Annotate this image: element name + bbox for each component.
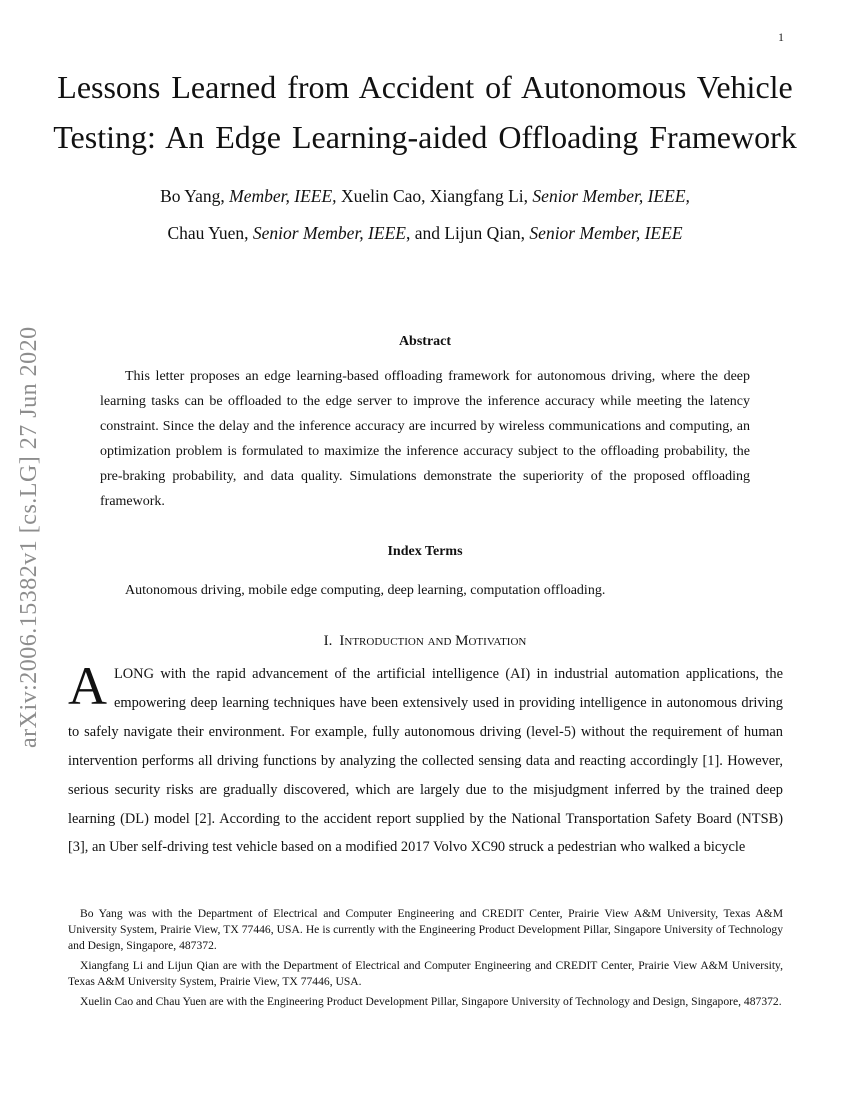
index-terms-text: Autonomous driving, mobile edge computing, deep learning, computation offloading. <box>125 583 606 598</box>
paper-title-line2: Testing: An Edge Learning-aided Offloading Framework <box>53 119 797 155</box>
author-membership: Senior Member, IEEE <box>252 223 406 243</box>
footnote-block <box>68 906 783 1014</box>
section-1-heading <box>25 633 825 650</box>
section-1-number: I. <box>323 633 333 649</box>
index-terms-heading: Index Terms <box>387 544 463 559</box>
footnote-author-2: Xiangfang Li and Lijun Qian are with the Department of Electrical and Computer Engineering and CREDIT Center, Prairie View A&M University, Texas A&M University System, Prairie View, TX 77446, USA. <box>68 959 783 988</box>
author-membership: Senior Member, IEEE, <box>532 186 690 206</box>
author-names: Bo Yang, <box>160 186 230 206</box>
abstract-heading: Abstract <box>398 334 452 349</box>
paper-title <box>25 62 825 162</box>
author-membership: Senior Member, IEEE <box>529 223 683 243</box>
author-list <box>25 178 825 252</box>
author-line-2 <box>25 215 825 252</box>
introduction-text: LONG with the rapid advancement of the artificial intelligence (AI) in industrial automation applications, the empowering deep learning techniques have been extensively used in providing intelligence in autonomous driving to safely navigate their environment. For example, fully autonomous driving (level-5) without the requirement of human intervention performs all driving functions by analyzing the collected sensing data and reacting accordingly [1]. However, serious security risks are gradually discovered, which are largely due to the misjudgment inferred by the trained deep learning (DL) model [2]. According to the accident report supplied by the National Transportation Safety Board (NTSB) [3], an Uber self-driving test vehicle based on a modified 2017 Volvo XC90 struck a pedestrian who walked a bicycle <box>68 666 783 856</box>
author-names: Xuelin Cao, Xiangfang Li, <box>336 186 533 206</box>
author-names: Chau Yuen, <box>167 223 253 243</box>
author-names: , and Lijun Qian, <box>405 223 530 243</box>
page-number: 1 <box>778 30 784 44</box>
footnote-author-1: Bo Yang was with the Department of Electrical and Computer Engineering and CREDIT Center, Prairie View A&M University, Texas A&M University System, Prairie View, TX 77446, USA. He is currently with the Engineering Product Development Pillar, Singapore University of Technology and Design, Singapore, 487372. <box>68 907 783 952</box>
introduction-paragraph <box>68 656 783 862</box>
section-1-title: Introduction and Motivation <box>339 633 527 649</box>
paper-title-line1: Lessons Learned from Accident of Autonomous Vehicle <box>57 69 793 105</box>
arxiv-watermark: arXiv:2006.15382v1 [cs.LG] 27 Jun 2020 <box>16 326 42 748</box>
author-membership: Member, IEEE, <box>229 186 337 206</box>
drop-cap: A <box>68 656 107 716</box>
author-line-1 <box>25 178 825 215</box>
abstract-text: This letter proposes an edge learning-based offloading framework for autonomous driving, where the deep learning tasks can be offloaded to the edge server to improve the inference accuracy while meeting the latency constraint. Since the delay and the inference accuracy are incurred by wireless communications and computing, an optimization problem is formulated to maximize the inference accuracy subject to the offloading probability, the pre-braking probability, and data quality. Simulations demonstrate the superiority of the proposed offloading framework. <box>100 369 750 509</box>
footnote-author-3: Xuelin Cao and Chau Yuen are with the Engineering Product Development Pillar, Singapore University of Technology and Design, Singapore, 487372. <box>80 995 782 1008</box>
